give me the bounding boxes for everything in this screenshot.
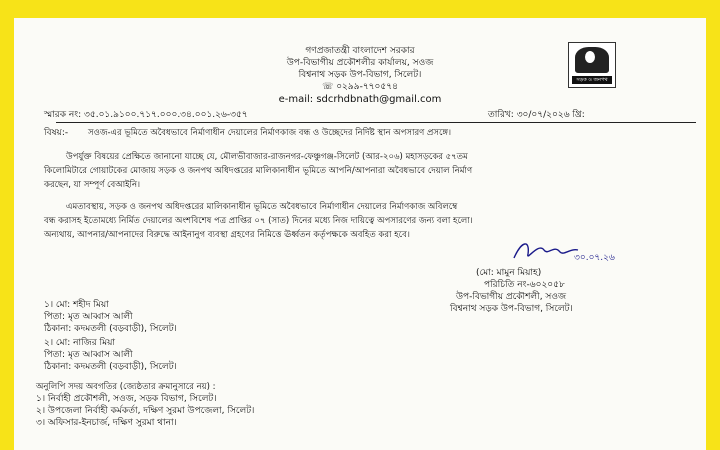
signatory-title: উপ-বিভাগীয় প্রকৌশলী, সওজ: [456, 292, 567, 302]
recipient-2-father: পিতা: মৃত আব্বাস আলী: [44, 350, 133, 360]
body-paragraph-1-line-3: করছেন, যা সম্পূর্ণ বেআইনি।: [44, 180, 141, 190]
body-paragraph-1-line-2: কিলোমিটারে গোয়াটকের মোজায় সড়ক ও জনপথ অধিদপ্তরের মালিকানাধীন ভূমিতে আপনি/আপনারা অবৈধভাবে দেয়াল নির্মাণ: [44, 166, 473, 176]
copy-heading: অনুলিপি সদয় অবগতির (জ্যেষ্ঠতার ক্রমানুসারে নয়) :: [36, 382, 216, 392]
recipient-2-name: ২। মো: নাজির মিয়া: [44, 338, 115, 348]
signatory-office: বিশ্বনাথ সড়ক উপ-বিভাগ, সিলেট।: [450, 304, 573, 314]
logo-caption: সড়ক ও জনপথ: [576, 77, 608, 83]
copy-item-2: ২। উপজেলা নির্বাহী কর্মকর্তা, দক্ষিণ সুরমা উপজেলা, সিলেট।: [36, 406, 255, 416]
memo-number: স্মারক নং: ৩৫.০১.৯১০০.৭১৭.০০০.৩৪.০০১.২৬-৩৫৭: [44, 110, 248, 120]
body-paragraph-1-line-1: উপর্যুক্ত বিষয়ের প্রেক্ষিতে জানানো যাচ্ছে যে, মৌলভীবাজার-রাজনগর-ফেঞ্চুগঞ্জ-সিলেট (আর-২০৬) মহাসড়কের ৫৭তম: [66, 152, 468, 162]
signature-scribble: [508, 236, 618, 266]
signature-date: ৩০.০৭.২৬: [574, 253, 615, 263]
document-page: [14, 18, 706, 450]
copy-item-3: ৩। অফিসার-ইনচার্জ, দক্ষিণ সুরমা থানা।: [36, 418, 177, 428]
subject-label: বিষয়:-: [44, 128, 69, 138]
body-paragraph-2-line-3: অন্যথায়, আপনার/আপনাদের বিরুদ্ধে আইনানুগ ব্যবস্থা গ্রহণের নিমিত্তে ঊর্ধ্বতন কর্তৃপক্ষকে অবহিত করা হবে।: [44, 230, 410, 240]
header-office: উপ-বিভাগীয় প্রকৌশলীর কার্যালয়, সওজ: [286, 58, 434, 68]
subject-text: সওজ-এর ভূমিতে অবৈধভাবে নির্মাণাধীন দেয়ালের নির্মাণকাজ বন্ধ ও উচ্ছেদের নির্দিষ্ট স্থান অপসারণ প্রসঙ্গে।: [88, 128, 452, 138]
header-phone: ☏ ০২৯৯-৭৭০৫৭৪: [322, 82, 398, 92]
department-logo: [568, 42, 616, 88]
recipient-1-name: ১। মো: শহীদ মিয়া: [44, 300, 109, 310]
recipient-1-father: পিতা: মৃত আব্বাস আলী: [44, 312, 133, 322]
signatory-name: (মো: মামুন মিয়াহ): [476, 268, 542, 278]
signatory-id: পরিচিতি নং-৬০২০৫৮: [484, 280, 565, 290]
recipient-1-address: ঠিকানা: কদমতলী (বড়বাড়ী), সিলেট।: [44, 324, 177, 334]
body-paragraph-2-line-2: বন্ধ করাসহ ইতোমধ্যে নির্মিত দেয়ালের অংশবিশেষ পত্র প্রাপ্তির ০৭ (সাত) দিনের মধ্যে নিজ দায়িত্বে অপসারণের জন্য বলা হলো।: [44, 216, 473, 226]
memo-date: তারিখ: ৩০/০৭/২০২৬ খ্রি:: [488, 110, 585, 120]
body-paragraph-2-line-1: এমতাবস্থায়, সড়ক ও জনপথ অধিদপ্তরের মালিকানাধীন ভূমিতে অবৈধভাবে নির্মাণাধীন দেয়ালের নির্মাণকাজ অবিলম্বে: [66, 202, 458, 212]
header-email: e-mail: sdcrhdbnath@gmail.com: [278, 94, 442, 105]
copy-item-1: ১। নির্বাহী প্রকৌশলী, সওজ, সড়ক বিভাগ, সিলেট।: [36, 394, 217, 404]
header-government: গণপ্রজাতন্ত্রী বাংলাদেশ সরকার: [305, 46, 415, 56]
header-subdivision: বিশ্বনাথ সড়ক উপ-বিভাগ, সিলেট।: [298, 70, 422, 80]
recipient-2-address: ঠিকানা: কদমতলী (বড়বাড়ী), সিলেট।: [44, 362, 177, 372]
subject-divider: [56, 122, 696, 123]
